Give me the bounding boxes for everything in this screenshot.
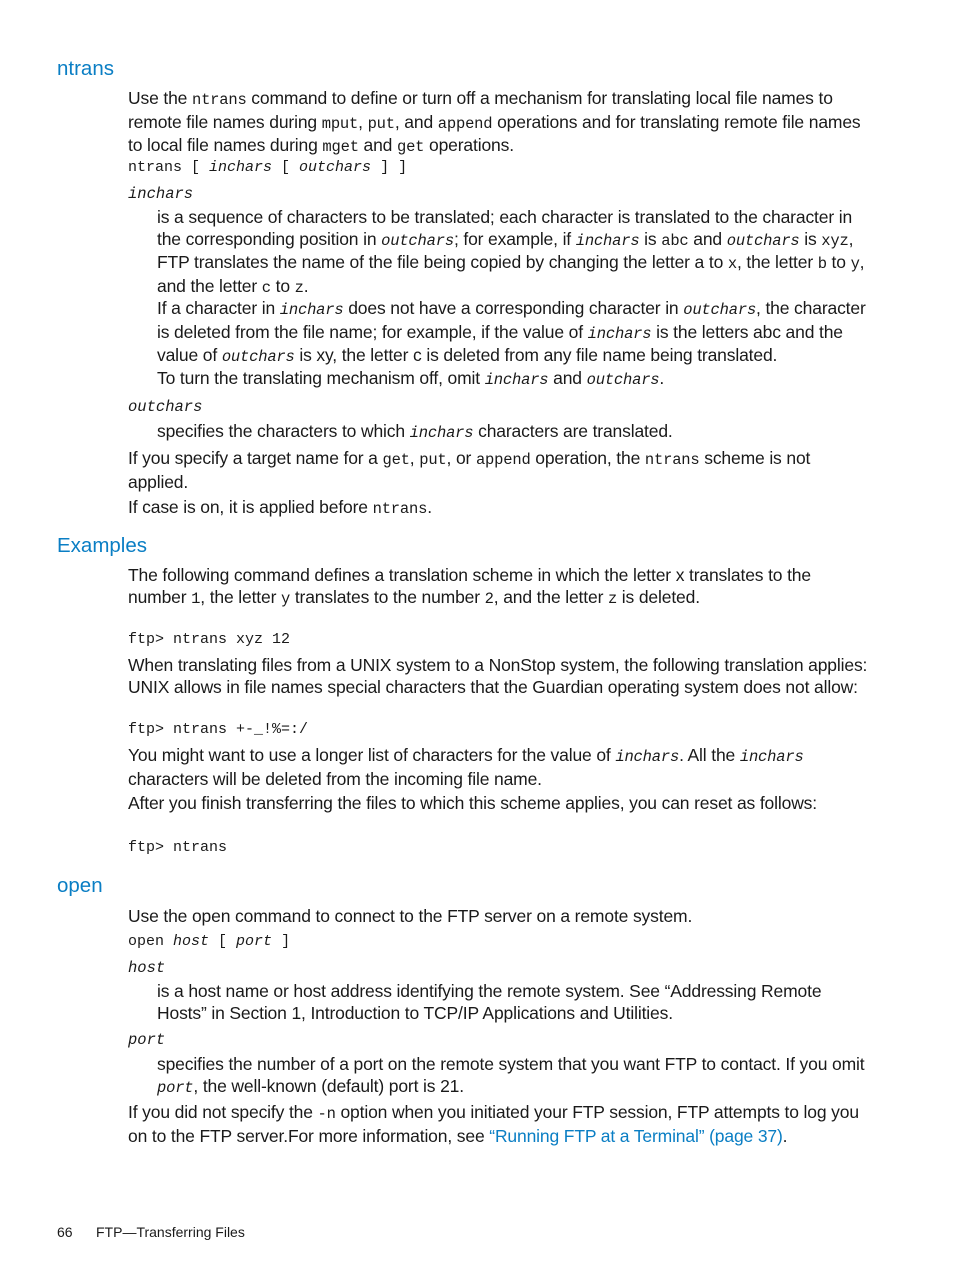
- ntrans-intro: Use the ntrans command to define or turn off a mechanism for translating local file names to remote file names during mput, put, and append operations and for translating remote file names to local file names during mget and get operations.: [128, 88, 861, 156]
- open-intro: Use the open command to connect to the FTP server on a remote system.: [128, 906, 693, 926]
- inchars-off-note: To turn the translating mechanism off, omit inchars and outchars.: [157, 368, 665, 389]
- examples-intro: The following command defines a translation scheme in which the letter x translates to the number 1, the letter y translates to the number 2, and the letter z is deleted.: [128, 565, 811, 608]
- examples-reset: After you finish transferring the files to which this scheme applies, you can reset as follows:: [128, 793, 817, 813]
- examples-unix-paragraph: When translating files from a UNIX system to a NonStop system, the following translation applies: UNIX allows in file names special characters that the Guardian operating system does not allow:: [128, 655, 868, 697]
- page-footer: [57, 1223, 245, 1241]
- code-example-3: ftp> ntrans: [128, 839, 228, 856]
- inchars-description: is a sequence of characters to be translated; each character is translated to the character in the corresponding position in outchars; for example, if inchars is abc and outchars is xyz, FTP translates the name of the file being copied by changing the letter a to x, the letter b to y, and the letter c to z.: [157, 207, 865, 297]
- host-description: is a host name or host address identifying the remote system. See “Addressing Remote Hosts” in Section 1, Introduction to TCP/IP Applications and Utilities.: [157, 981, 822, 1023]
- term-outchars: outchars: [128, 398, 203, 416]
- section-heading-ntrans: ntrans: [57, 57, 114, 80]
- outchars-description: specifies the characters to which inchars characters are translated.: [157, 421, 673, 442]
- port-description: specifies the number of a port on the remote system that you want FTP to contact. If you omit port, the well-known (default) port is 21.: [157, 1054, 865, 1097]
- code-example-2: ftp> ntrans +-_!%=:/: [128, 721, 309, 738]
- inchars-deletion-note: If a character in inchars does not have a corresponding character in outchars, the character is deleted from the file name; for example, if the value of inchars is the letters abc and the value of outchars is xy, the letter c is deleted from any file name being translated.: [157, 298, 866, 366]
- examples-longer-list: You might want to use a longer list of characters for the value of inchars. All the inchars characters will be deleted from the incoming file name.: [128, 745, 804, 789]
- ntrans-case-note: If case is on, it is applied before ntrans.: [128, 497, 432, 518]
- running-ftp-link[interactable]: “Running FTP at a Terminal” (page 37): [489, 1125, 783, 1146]
- open-syntax: open host [ port ]: [128, 933, 291, 950]
- footer-title: FTP—Transferring Files: [96, 1224, 245, 1240]
- page-number: 66: [57, 1224, 73, 1240]
- ntrans-target-note: If you specify a target name for a get, put, or append operation, the ntrans scheme is not applied.: [128, 448, 811, 492]
- term-port: port: [128, 1031, 166, 1049]
- code-example-1: ftp> ntrans xyz 12: [128, 631, 291, 648]
- open-login-note: If you did not specify the -n option when you initiated your FTP session, FTP attempts to log you on to the FTP server.For more information, see “Running FTP at a Terminal” (page 37).: [128, 1102, 859, 1146]
- term-inchars: inchars: [128, 185, 194, 203]
- section-heading-examples: Examples: [57, 534, 148, 557]
- ntrans-syntax: ntrans [ inchars [ outchars ] ]: [128, 159, 408, 176]
- section-heading-open: open: [57, 874, 103, 897]
- term-host: host: [128, 959, 166, 977]
